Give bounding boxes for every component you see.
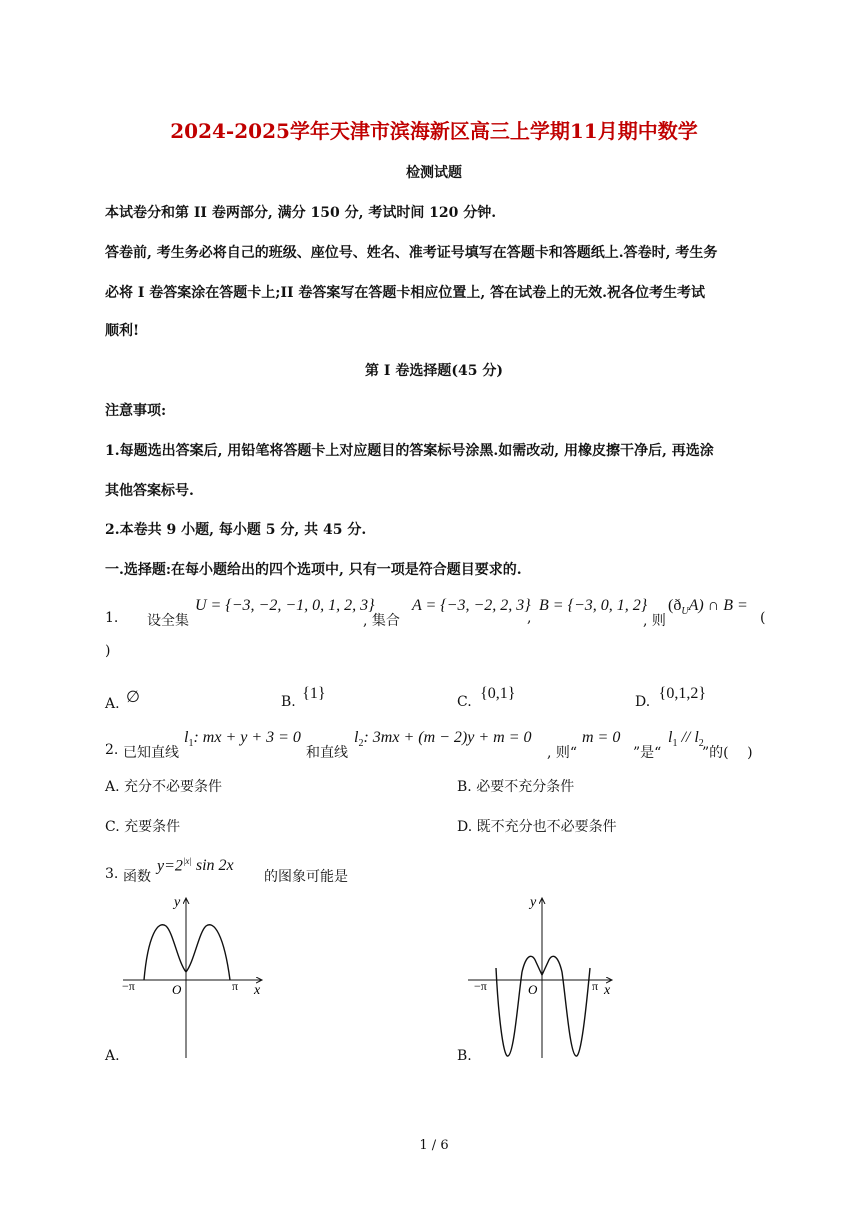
q2-option-c-label: C.	[105, 819, 120, 835]
q1-option-d-value: {0,1,2}	[658, 685, 706, 702]
q3-number: 3.	[105, 866, 119, 882]
q2-text-b: 和直线	[306, 745, 348, 761]
q1-expr-sub: U	[681, 606, 689, 618]
q3-option-a-label[interactable]: A.	[105, 1048, 120, 1064]
q1-expr: $(ð_UA)$ ∩ B =	[668, 597, 748, 618]
note-1-line-1: 1.每题选出答案后, 用铅笔将答题卡上对应题目的答案标号涂黑.如需改动, 用橡皮擦干净后, 再选涂	[105, 443, 714, 459]
graph-b-pos-pi: π	[592, 979, 599, 993]
q1-option-a-value: ∅	[126, 689, 140, 706]
graph-a-x-label: x	[254, 983, 261, 998]
note-2: 2.本卷共 9 小题, 每小题 5 分, 共 45 分.	[105, 522, 367, 538]
q1-option-b-label: B.	[281, 694, 296, 710]
exam-subtitle: 检测试题	[406, 165, 462, 181]
q2-line-1: $l_1$: mx + y + 3 = 0	[184, 729, 301, 750]
intro-line-1: 本试卷分和第 II 卷两部分, 满分 150 分, 考试时间 120 分钟.	[105, 205, 497, 221]
q1-paren-open: (	[760, 610, 766, 626]
q1-set-b: B = {−3, 0, 1, 2}	[539, 597, 648, 614]
note-1-line-2: 其他答案标号.	[105, 483, 194, 499]
q2-number: 2.	[105, 742, 119, 758]
q2-option-d-value: 既不充分也不必要条件	[476, 819, 617, 835]
q2-option-c-value: 充要条件	[124, 819, 181, 835]
q3-text-b: 的图象可能是	[264, 869, 348, 885]
q1-text-b: , 集合	[363, 613, 400, 629]
q1-option-c[interactable]	[457, 685, 516, 711]
q1-set-u: U = {−3, −2, −1, 0, 1, 2, 3}	[195, 597, 375, 614]
part-heading: 一.选择题:在每小题给出的四个选项中, 只有一项是符合题目要求的.	[105, 562, 522, 578]
q2-option-d-label: D.	[457, 819, 473, 835]
q2-cond: m = 0	[582, 729, 621, 746]
graph-a-curve	[144, 925, 230, 980]
graph-a-neg-pi: −π	[122, 979, 135, 993]
q2-line-2: $l_2$: 3mx + (m − 2)y + m = 0	[354, 729, 532, 750]
q1-set-a: A = {−3, −2, 2, 3}	[412, 597, 531, 614]
q1-paren-close: )	[105, 643, 111, 659]
q2-option-a-label: A.	[105, 779, 120, 795]
graph-a-pos-pi: π	[232, 979, 239, 993]
intro-line-3: 必将 I 卷答案涂在答题卡上;II 卷答案写在答题卡相应位置上, 答在试卷上的无效.祝各位考生考试	[105, 285, 706, 301]
q2-text-d: ”是“	[633, 745, 662, 761]
q1-option-a[interactable]	[105, 689, 140, 713]
q1-text-c: , 则	[643, 613, 666, 629]
q1-option-c-label: C.	[457, 694, 472, 710]
q2-text-c: , 则“	[547, 745, 578, 761]
notes-title: 注意事项:	[105, 403, 167, 419]
q3-graph-b[interactable]	[468, 890, 618, 1065]
q2-option-c[interactable]	[105, 816, 180, 836]
graph-b-x-label: x	[604, 983, 611, 998]
q3-option-b-label[interactable]: B.	[457, 1048, 472, 1064]
q1-text-a: 设全集	[147, 613, 189, 629]
graph-a-origin: O	[172, 982, 182, 997]
exam-title: 2024-2025学年天津市滨海新区高三上学期11月期中数学	[170, 119, 698, 143]
graph-b-origin: O	[528, 982, 538, 997]
q1-option-b[interactable]	[281, 685, 326, 711]
q1-option-d-label: D.	[635, 694, 651, 710]
q2-option-b-value: 必要不充分条件	[476, 779, 575, 795]
graph-a-y-label: y	[174, 895, 181, 910]
q2-option-d[interactable]	[457, 816, 617, 836]
q1-sep: ,	[527, 610, 532, 626]
q1-option-c-value: {0,1}	[480, 685, 516, 702]
intro-line-2: 答卷前, 考生务必将自己的班级、座位号、姓名、准考证号填写在答题卡和答题纸上.答卷时, 考生务	[105, 245, 718, 261]
q3-text-a: 函数	[123, 869, 151, 885]
intro-line-4: 顺利!	[105, 323, 140, 339]
q2-text-e: ”的( )	[702, 745, 753, 761]
q2-option-b[interactable]	[457, 776, 574, 796]
q2-relation: $l_1 // l_2$	[668, 729, 704, 750]
q1-option-d[interactable]	[635, 685, 706, 711]
q3-graph-a[interactable]	[118, 890, 268, 1065]
page-number: 1 / 6	[419, 1138, 449, 1153]
section-heading: 第 I 卷选择题(45 分)	[365, 363, 503, 379]
q3-function: $y=2^{|x|}$ sin 2x	[157, 856, 234, 875]
graph-b-neg-pi: −π	[474, 979, 487, 993]
q1-option-a-label: A.	[105, 696, 120, 712]
q1-option-b-value: {1}	[302, 685, 326, 702]
q1-number: 1.	[105, 610, 119, 626]
q2-option-a-value: 充分不必要条件	[124, 779, 223, 795]
q2-option-b-label: B.	[457, 779, 472, 795]
q2-text-a: 已知直线	[123, 745, 179, 761]
graph-b-curve	[496, 956, 590, 1056]
q2-option-a[interactable]	[105, 776, 222, 796]
graph-b-y-label: y	[530, 895, 537, 910]
